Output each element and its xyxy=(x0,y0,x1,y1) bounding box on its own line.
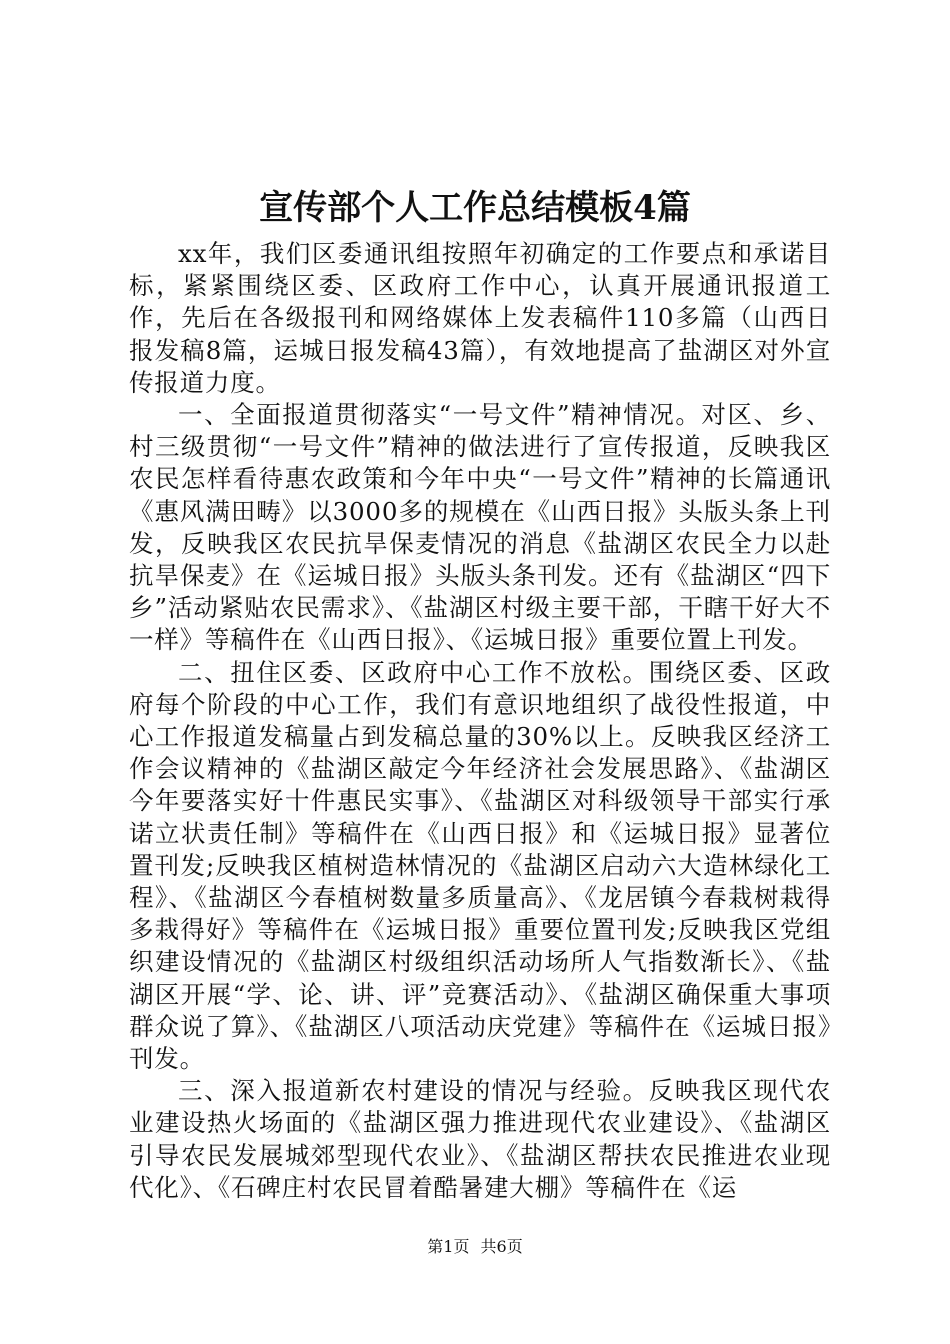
page-number: 第1页 xyxy=(427,1237,470,1256)
paragraph-section-3: 三、深入报道新农村建设的情况与经验。反映我区现代农业建设热火场面的《盐湖区强力推进现代农业建设》、《盐湖区引导农民发展城郊型现代农业》、《盐湖区帮扶农民推进农业现代化》、《石碑庄村农民冒着酷暑建大棚》等稿件在《运 xyxy=(129,1076,831,1202)
document-title: 宣传部个人工作总结模板4篇 xyxy=(259,188,691,228)
page-total: 共6页 xyxy=(480,1237,523,1256)
paragraph-intro: xx年，我们区委通讯组按照年初确定的工作要点和承诺目标，紧紧围绕区委、区政府工作中心，认真开展通讯报道工作，先后在各级报刊和网络媒体上发表稿件110多篇（山西日报发稿8篇，运城日报发稿43篇），有效地提高了盐湖区对外宣传报道力度。 xyxy=(129,239,831,397)
paragraph-section-2: 二、扭住区委、区政府中心工作不放松。围绕区委、区政府每个阶段的中心工作，我们有意识地组织了战役性报道，中心工作报道发稿量占到发稿总量的30%以上。反映我区经济工作会议精神的《盐湖区敲定今年经济社会发展思路》、《盐湖区今年要落实好十件惠民实事》、《盐湖区对科级领导干部实行承诺立状责任制》等稿件在《山西日报》和《运城日报》显著位置刊发;反映我区植树造林情况的《盐湖区启动六大造林绿化工程》、《盐湖区今春植树数量多质量高》、《龙居镇今春栽树栽得多栽得好》等稿件在《运城日报》重要位置刊发;反映我区党组织建设情况的《盐湖区村级组织活动场所人气指数渐长》、《盐湖区开展“学、论、讲、评”竞赛活动》、《盐湖区确保重大事项群众说了算》、《盐湖区八项活动庆党建》等稿件在《运城日报》刊发。 xyxy=(129,657,831,1074)
document-body xyxy=(129,238,831,1204)
paragraph-section-1: 一、全面报道贯彻落实“一号文件”精神情况。对区、乡、村三级贯彻“一号文件”精神的做法进行了宣传报道，反映我区农民怎样看待惠农政策和今年中央“一号文件”精神的长篇通讯《惠风满田畴》以3000多的规模在《山西日报》头版头条上刊发，反映我区农民抗旱保麦情况的消息《盐湖区农民全力以赴抗旱保麦》在《运城日报》头版头条刊发。还有《盐湖区“四下乡”活动紧贴农民需求》、《盐湖区村级主要干部，干瞎干好大不一样》等稿件在《山西日报》、《运城日报》重要位置上刊发。 xyxy=(129,400,832,655)
page-footer xyxy=(0,1236,950,1258)
